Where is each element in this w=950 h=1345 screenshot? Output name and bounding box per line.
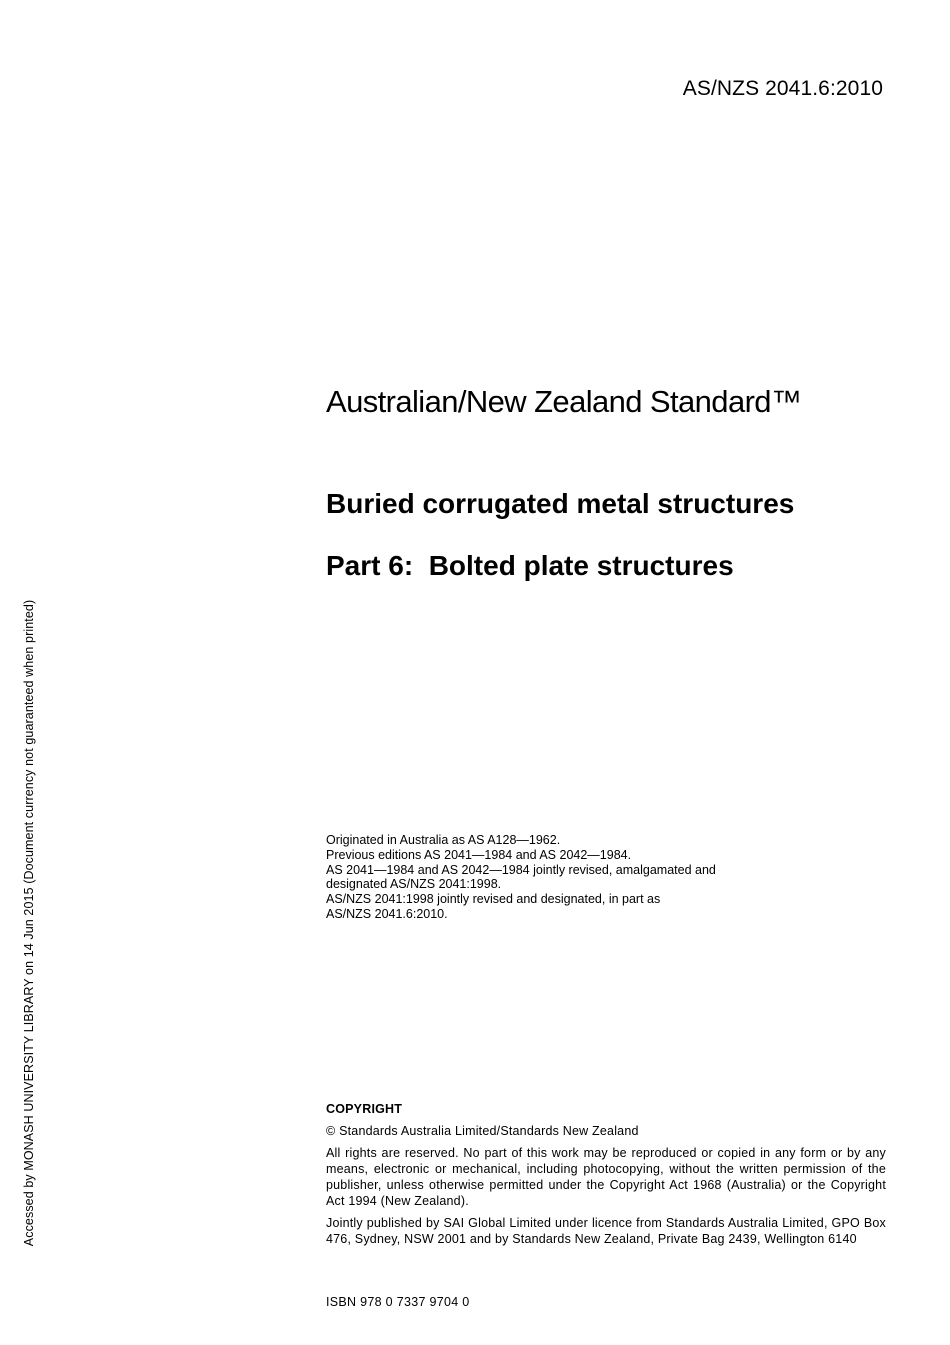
- copyright-heading: COPYRIGHT: [326, 1102, 403, 1116]
- history-line: AS/NZS 2041.6:2010.: [326, 906, 448, 921]
- history-line: Previous editions AS 2041—1984 and AS 2042—1984.: [326, 847, 632, 862]
- copyright-publisher-statement: Jointly published by SAI Global Limited under licence from Standards Australia Limited, GPO Box 476, Sydney, NSW 2001 and by Standards New Zealand, Private Bag 2439, Wellington 6140: [326, 1216, 886, 1246]
- copyright-rights-statement: All rights are reserved. No part of this work may be reproduced or copied in any form or by any means, electronic or mechanical, including photocopying, without the written permission of the publisher, unless otherwise permitted under the Copyright Act 1968 (Australia) or the Copyright Act 1994 (New Zealand).: [326, 1146, 886, 1208]
- access-watermark: Accessed by MONASH UNIVERSITY LIBRARY on 14 Jun 2015 (Document currency not guaranteed when printed): [22, 599, 36, 1247]
- history-line: Originated in Australia as AS A128—1962.: [326, 833, 561, 847]
- publication-history: [326, 833, 766, 922]
- copyright-block: [326, 1101, 886, 1253]
- document-subtitle: Part 6: Bolted plate structures: [326, 550, 734, 581]
- standard-type-heading: Australian/New Zealand Standard™: [326, 384, 802, 419]
- history-line: AS 2041—1984 and AS 2042—1984 jointly revised, amalgamated and: [326, 862, 716, 877]
- document-title: Buried corrugated metal structures: [326, 488, 795, 519]
- copyright-owner: © Standards Australia Limited/Standards New Zealand: [326, 1124, 639, 1138]
- history-line: AS/NZS 2041:1998 jointly revised and designated, in part as: [326, 892, 661, 907]
- isbn: ISBN 978 0 7337 9704 0: [326, 1295, 470, 1309]
- history-line: designated AS/NZS 2041:1998.: [326, 877, 502, 892]
- standard-number: AS/NZS 2041.6:2010: [682, 77, 883, 100]
